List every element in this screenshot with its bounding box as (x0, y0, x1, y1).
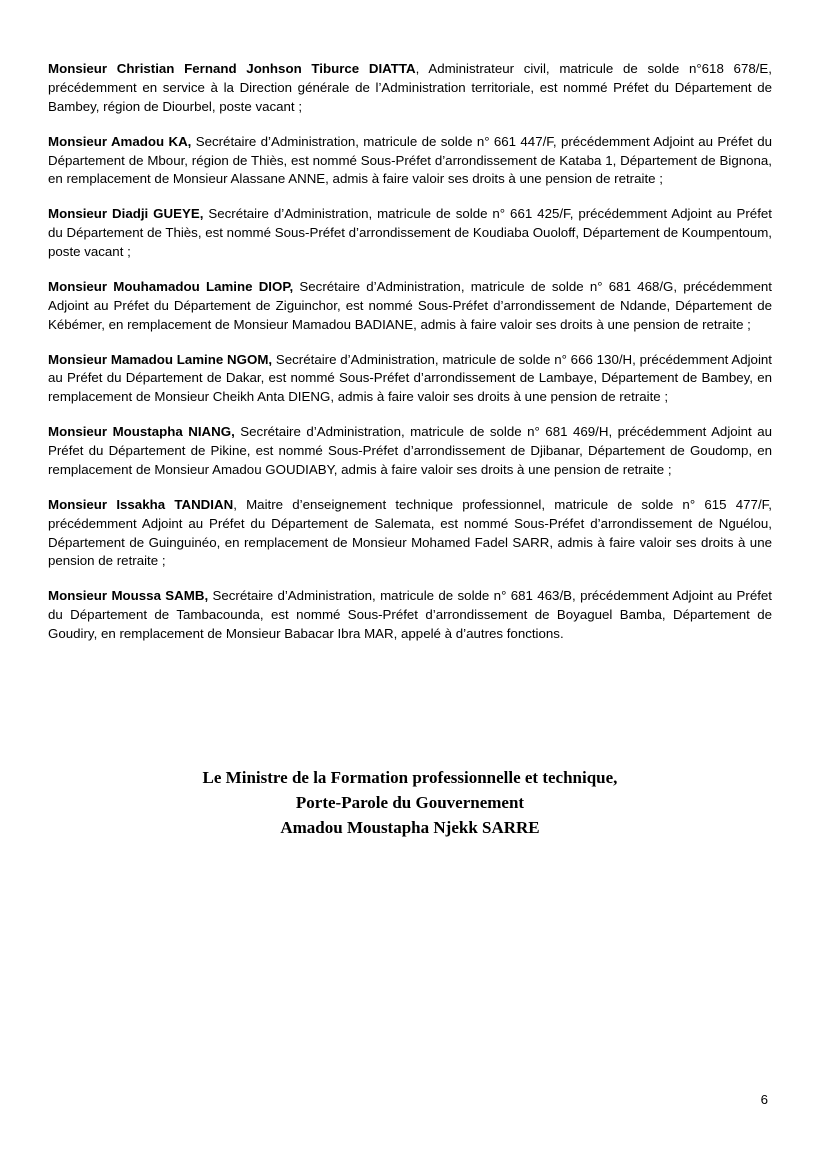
person-name: Monsieur Issakha TANDIAN (48, 496, 234, 512)
person-name: Monsieur Mamadou Lamine NGOM, (48, 351, 273, 367)
signature-name: Amadou Moustapha Njekk SARRE (280, 818, 540, 838)
person-name: Monsieur Mouhamadou Lamine DIOP, (48, 278, 294, 294)
paragraph-diatta (48, 60, 772, 117)
paragraph-samb (48, 587, 772, 644)
paragraph-ka (48, 133, 772, 190)
paragraph-diop (48, 278, 772, 335)
paragraph-text: , Maitre d’enseignement technique professionnel, matricule de solde n° 615 477/F, précédemment Adjoint au Préfet du Département de Salemata, est nommé Sous-Préfet d’arrondissement de Nguélou, Département de Guinguinéo, en remplacement de Monsieur Mohamed Fadel SARR, admis à faire valoir ses droits à une pension de retraite ; (48, 496, 772, 569)
paragraph-text: Secrétaire d’Administration, matricule de solde n° 666 130/H, précédemment Adjoint au Préfet du Département de Dakar, est nommé Sous-Préfet d’arrondissement de Lambaye, Département de Bambey, en remplacement de Monsieur Cheikh Anta DIENG, admis à faire valoir ses droits à une pension de retraite ; (48, 351, 772, 405)
page-number: 6 (760, 1092, 768, 1107)
paragraph-ngom (48, 351, 772, 408)
person-name: Monsieur Moussa SAMB, (48, 588, 209, 604)
person-name: Monsieur Diadji GUEYE, (48, 206, 204, 222)
paragraph-tandian (48, 496, 772, 572)
paragraph-text: Secrétaire d’Administration, matricule de solde n° 661 447/F, précédemment Adjoint au Préfet du Département de Mbour, région de Thiès, est nommé Sous-Préfet d’arrondissement de Kataba 1, Département de Bignona, en remplacement de Monsieur Alassane ANNE, admis à faire valoir ses droits à une pension de retraite ; (48, 133, 772, 187)
signature-title-line2: Porte-Parole du Gouvernement (295, 793, 525, 813)
document-body (48, 60, 772, 644)
person-name: Monsieur Amadou KA, (48, 133, 192, 149)
person-name: Monsieur Christian Fernand Jonhson Tiburce DIATTA (48, 61, 416, 76)
paragraph-text: Secrétaire d’Administration, matricule de solde n° 681 463/B, précédemment Adjoint au Préfet du Département de Tambacounda, est nommé Sous-Préfet d’arrondissement de Boyaguel Bamba, Département de Goudiry, en remplacement de Monsieur Babacar Ibra MAR, appelé à d’autres fonctions. (48, 588, 772, 641)
paragraph-text: Secrétaire d’Administration, matricule de solde n° 681 469/H, précédemment Adjoint au Préfet du Département de Pikine, est nommé Sous-Préfet d’arrondissement de Djibanar, Département de Goudomp, en remplacement de Monsieur Amadou GOUDIABY, admis à faire valoir ses droits à une pension de retraite ; (48, 424, 772, 477)
paragraph-text: Secrétaire d’Administration, matricule de solde n° 681 468/G, précédemment Adjoint au Préfet du Département de Ziguinchor, est nommé Sous-Préfet d’arrondissement de Ndande, Département de Kébémer, en remplacement de Monsieur Mamadou BADIANE, admis à faire valoir ses droits à une pension de retraite ; (48, 278, 772, 332)
paragraph-text: Secrétaire d’Administration, matricule de solde n° 661 425/F, précédemment Adjoint au Préfet du Département de Thiès, est nommé Sous-Préfet d’arrondissement de Koudiaba Ouoloff, Département de Koumpentoum, poste vacant ; (48, 206, 772, 259)
paragraph-gueye (48, 205, 772, 262)
signature-block (48, 765, 772, 840)
paragraph-text: , Administrateur civil, matricule de solde n°618 678/E, précédemment en service à la Direction générale de l’Administration territoriale, est nommé Préfet du Département de Bambey, région de Diourbel, poste vacant ; (48, 61, 772, 114)
person-name: Monsieur Moustapha NIANG, (48, 424, 235, 440)
paragraph-niang (48, 423, 772, 480)
signature-title-line1: Le Ministre de la Formation professionnelle et technique, (202, 768, 618, 787)
